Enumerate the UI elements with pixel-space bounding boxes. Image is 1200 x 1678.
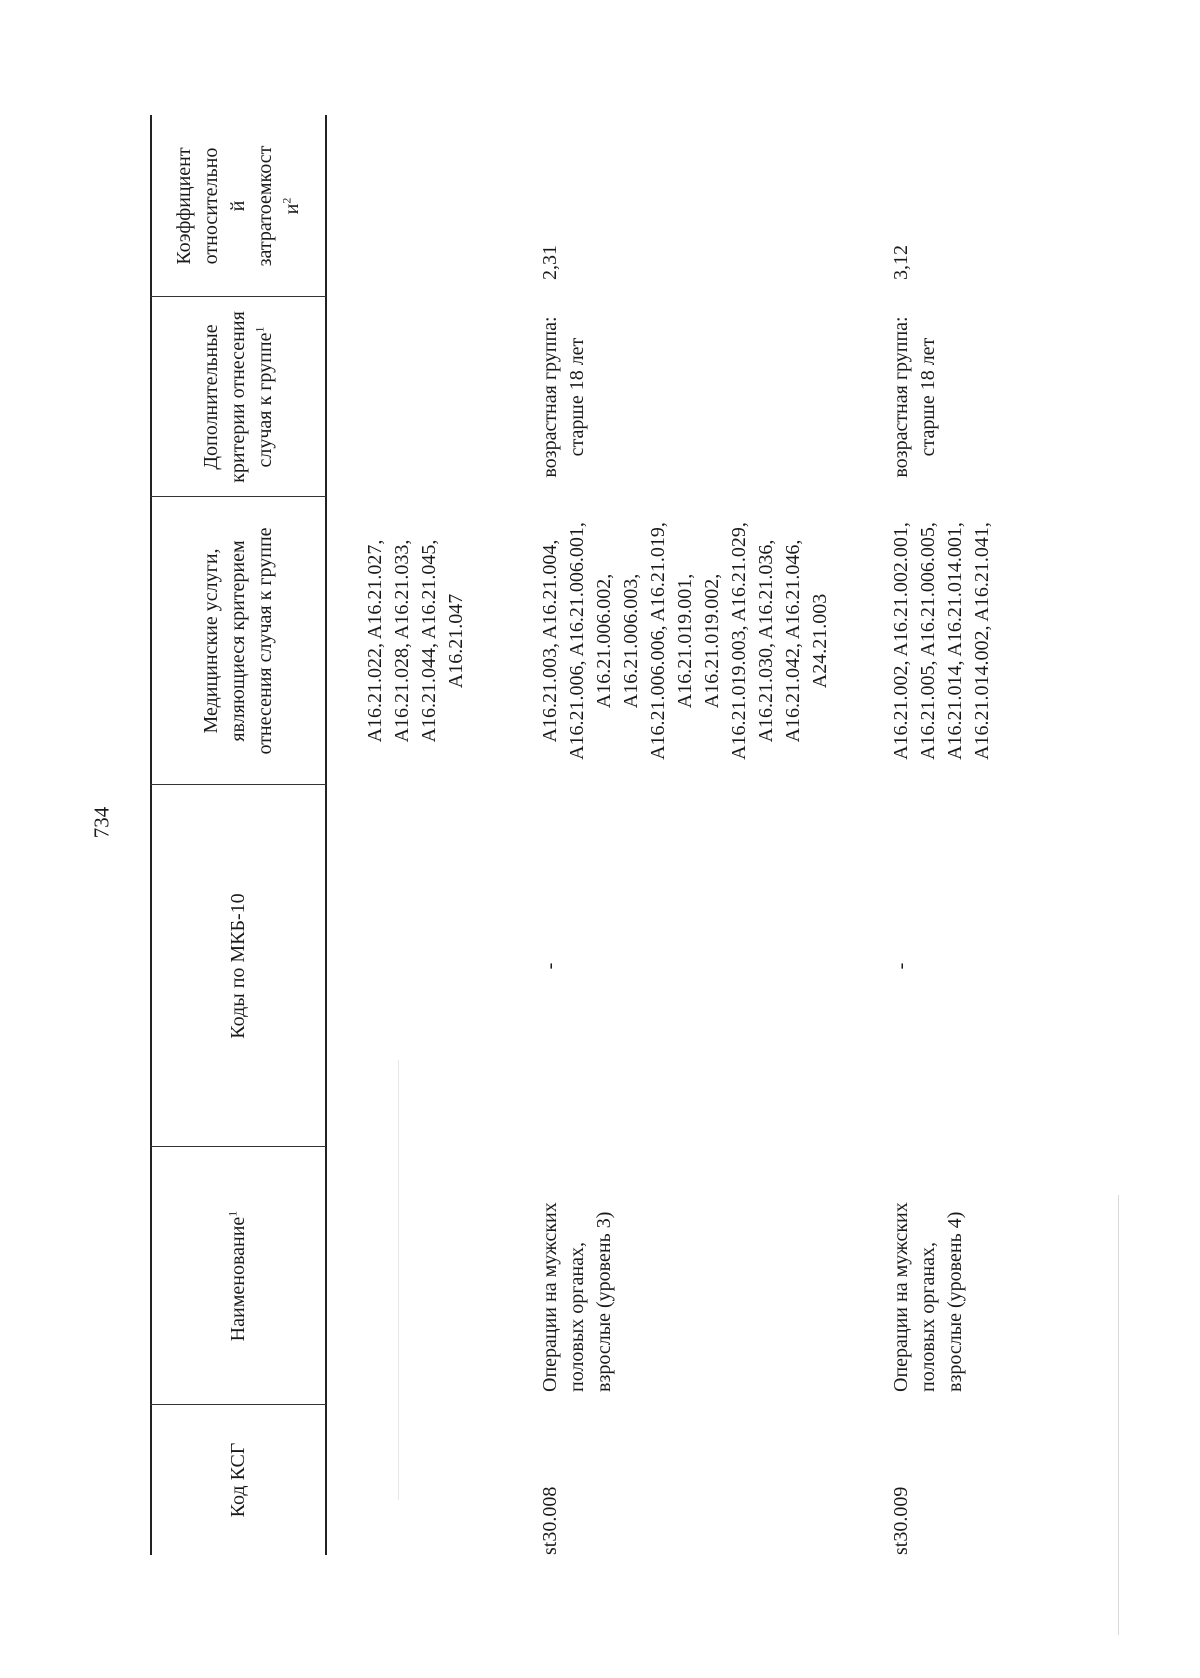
table-cell-name: Операции на мужских половых органах, взрослые (уровень 4) [890,1202,966,1392]
footnote-mark: 2 [278,197,293,204]
header-name-text: Наименование [226,1216,249,1342]
table-cell-coef: 3,12 [890,245,912,280]
header-name [150,1147,326,1405]
table-cell-services: A16.21.002, A16.21.002.001, A16.21.005, A16.21.006.005, A16.21.014, A16.21.014.001, A16.21.014.002, A16.21.041, [890,522,993,760]
header-icd-text: Коды по МКБ-10 [226,893,249,1039]
header-services [150,497,326,785]
table-cell-criteria: возрастная группа: старше 18 лет [539,316,588,478]
table-cell-criteria: возрастная группа: старше 18 лет [890,316,939,478]
footnote-mark: 1 [224,1210,239,1217]
page-number: 734 [89,806,114,839]
table-cell-code: st30.009 [890,1486,912,1555]
table-cell-icd: - [890,962,912,970]
header-criteria [150,297,326,497]
header-coef-text: Коэффициент относительно й затратоемкост и [172,145,303,267]
header-coef [150,115,326,297]
scan-artifact-line [398,1060,399,1500]
table-cell-icd: - [539,962,561,970]
header-code-text: Код КСГ [226,1442,249,1518]
header-criteria-text: Дополнительные критерии отнесения случая к группе [199,311,276,483]
table-cell-coef: 2,31 [539,245,561,280]
footnote-mark: 1 [251,326,266,333]
header-icd [150,785,326,1147]
header-code [150,1405,326,1555]
table-cell-services: A16.21.003, A16.21.004, A16.21.006, A16.21.006.001, A16.21.006.002, A16.21.006.003, A16.21.006.006, A16.21.019, A16.21.019.001, A16.21.019.002, A16.21.019.003, A16.21.029, A16.21.030, A16.21.036, A16.21.042, A16.21.046, A24.21.003 [539,522,831,760]
table-cell-name: Операции на мужских половых органах, взрослые (уровень 3) [539,1202,615,1392]
table-cell-code: st30.008 [539,1486,561,1555]
scan-artifact-line [1118,1195,1119,1635]
header-services-text: Медицинские услуги, являющиеся критерием отнесения случая к группе [199,527,276,755]
table-cell-services: A16.21.022, A16.21.027, A16.21.028, A16.21.033, A16.21.044, A16.21.045, A16.21.047 [364,539,467,743]
rotated-table [150,115,1200,1555]
